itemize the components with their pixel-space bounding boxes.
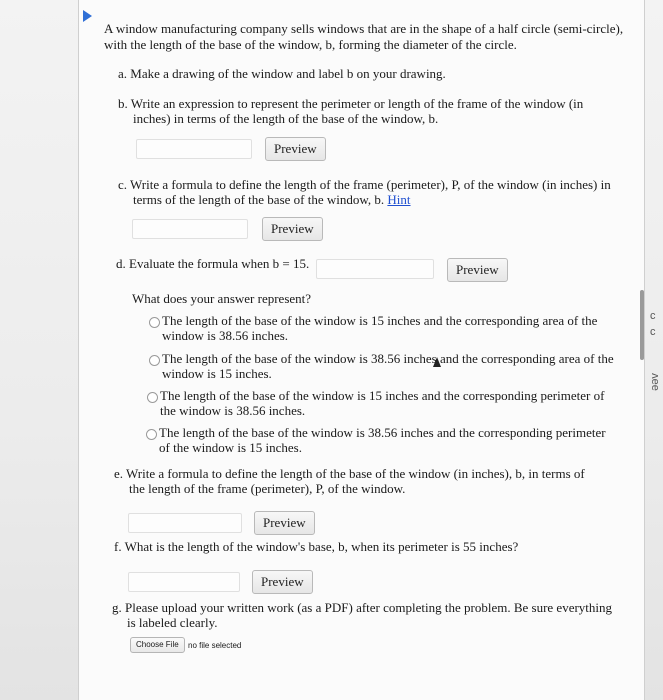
- part-c-preview-button[interactable]: Preview: [262, 217, 323, 241]
- part-e-line-1: e. Write a formula to define the length of the base of the window (in inches), b, in terms of: [114, 466, 585, 481]
- part-f-answer-input[interactable]: [128, 572, 240, 592]
- part-c-line-2: [133, 192, 411, 207]
- option-3-line-2: the window is 38.56 inches.: [160, 403, 306, 418]
- part-e-preview-button[interactable]: Preview: [254, 511, 315, 535]
- option-1-line-2: window is 38.56 inches.: [162, 328, 289, 343]
- part-e-answer-input[interactable]: [128, 513, 242, 533]
- edge-text-mid: c: [650, 326, 656, 338]
- option-2-line-2: window is 15 inches.: [162, 366, 272, 381]
- option-2-radio[interactable]: [149, 355, 160, 366]
- no-file-selected-text: no file selected: [188, 641, 242, 650]
- part-f-line-1: f. What is the length of the window's base, b, when its perimeter is 55 inches?: [114, 539, 519, 554]
- part-b-line-2: inches) in terms of the length of the base of the window, b.: [133, 111, 439, 126]
- part-b-preview-button[interactable]: Preview: [265, 137, 326, 161]
- part-b-line-1: b. Write an expression to represent the perimeter or length of the frame of the window (in: [118, 96, 584, 111]
- scrollbar[interactable]: [640, 290, 644, 360]
- mouse-cursor-icon: [433, 357, 441, 367]
- part-g-line-2: is labeled clearly.: [127, 615, 218, 630]
- option-2-line-1: The length of the base of the window is 38.56 inches and the corresponding area of the: [162, 351, 614, 366]
- option-3-radio[interactable]: [147, 392, 158, 403]
- option-1-line-1: The length of the base of the window is 15 inches and the corresponding area of the: [162, 313, 598, 328]
- option-4-radio[interactable]: [146, 429, 157, 440]
- part-c-line-2-text: terms of the length of the base of the window, b.: [133, 192, 385, 207]
- part-c-answer-input[interactable]: [132, 219, 248, 239]
- choose-file-button[interactable]: Choose File: [130, 637, 185, 653]
- part-d-preview-button[interactable]: Preview: [447, 258, 508, 282]
- part-d-line-1: d. Evaluate the formula when b = 15.: [116, 256, 310, 271]
- part-f-preview-button[interactable]: Preview: [252, 570, 313, 594]
- hint-link[interactable]: Hint: [387, 192, 411, 207]
- part-b-answer-input[interactable]: [136, 139, 252, 159]
- intro-line-1: A window manufacturing company sells windows that are in the shape of a half circle (semi-circle),: [104, 21, 624, 36]
- option-1-radio[interactable]: [149, 317, 160, 328]
- edge-text-top: c: [650, 310, 656, 322]
- option-4-line-2: of the window is 15 inches.: [159, 440, 302, 455]
- part-e-line-2: the length of the frame (perimeter), P, of the window.: [129, 481, 406, 496]
- part-d-question: What does your answer represent?: [132, 291, 312, 306]
- part-c-line-1: c. Write a formula to define the length of the frame (perimeter), P, of the window (in inches) in: [118, 177, 611, 192]
- collapse-arrow-icon[interactable]: [83, 10, 92, 22]
- part-g-line-1: g. Please upload your written work (as a PDF) after completing the problem. Be sure everything: [112, 600, 613, 615]
- intro-line-2: with the length of the base of the window, b, forming the diameter of the circle.: [104, 37, 517, 52]
- edge-text-bottom: ʌee: [648, 373, 661, 391]
- part-d-answer-input[interactable]: [316, 259, 434, 279]
- option-3-line-1: The length of the base of the window is 15 inches and the corresponding perimeter of: [160, 388, 605, 403]
- part-a-text: a. Make a drawing of the window and label b on your drawing.: [118, 66, 446, 81]
- option-4-line-1: The length of the base of the window is 38.56 inches and the corresponding perimeter: [159, 425, 606, 440]
